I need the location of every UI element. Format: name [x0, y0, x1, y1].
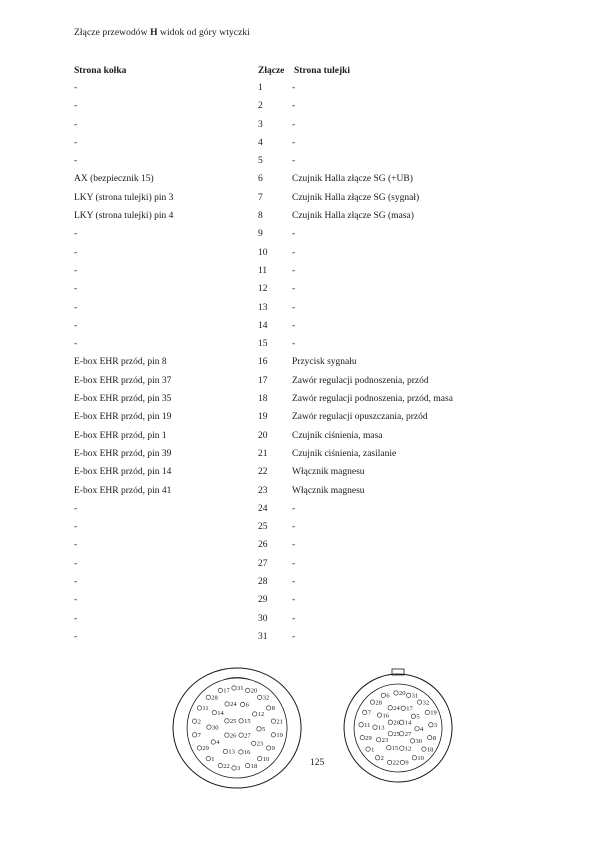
connector-pin-label: 17 [223, 687, 230, 695]
socket-side-cell: Włącznik magnesu [292, 485, 365, 496]
connector-number-cell: 22 [258, 467, 268, 478]
connector-number-cell: 8 [258, 211, 263, 222]
connector-pin [377, 713, 381, 717]
connector-pin [412, 756, 416, 760]
connector-number-cell: 28 [258, 577, 268, 588]
connector-pin [360, 735, 364, 739]
connector-pin [206, 695, 210, 699]
connector-number-cell: 4 [258, 137, 263, 148]
connector-pin [232, 766, 236, 770]
socket-side-cell: - [292, 613, 296, 624]
connector-pin-label: 3 [433, 722, 438, 729]
connector-pin-label: 2 [380, 755, 384, 762]
connector-pin-label: 10 [262, 755, 270, 763]
connector-number-cell: 20 [258, 430, 268, 441]
connector-pin-label: 11 [364, 722, 371, 729]
connector-pin-label: 28 [211, 694, 218, 702]
connector-pin-label: 29 [202, 745, 209, 753]
connector-pin [240, 702, 244, 706]
connector-pin [225, 719, 229, 723]
table-row [0, 174, 596, 192]
table-row [0, 504, 596, 522]
connector-pin-label: 8 [432, 734, 436, 742]
connector-pin-label: 14 [217, 709, 224, 717]
pin-side-cell: - [74, 613, 78, 624]
connector-pin-label: 32 [422, 699, 430, 707]
table-row [0, 339, 596, 357]
connector-pin-label: 9 [405, 759, 409, 767]
connector-pin [359, 723, 363, 727]
header-connector: Złącze [258, 66, 285, 76]
connector-pin [388, 732, 392, 736]
pin-side-cell: - [74, 558, 78, 569]
connector-pin-side-diagram [168, 664, 306, 792]
connector-pin [406, 693, 410, 697]
connector-pin-label: 5 [262, 726, 266, 734]
table-row [0, 540, 596, 558]
pin-side-cell: AX (bezpiecznik 15) [74, 174, 154, 185]
table-row [0, 138, 596, 156]
connector-pin [375, 756, 379, 760]
connector-pin-label: 7 [197, 732, 201, 740]
pin-side-cell: E-box EHR przód, pin 1 [74, 430, 167, 441]
connector-pin-label: 6 [386, 692, 390, 700]
connector-pin-label: 26 [229, 732, 237, 740]
connector-number-cell: 31 [258, 631, 268, 642]
connector-number-cell: 11 [258, 265, 268, 276]
connector-number-cell: 23 [258, 485, 268, 496]
connector-pin [394, 691, 398, 695]
socket-side-cell: Czujnik Halla złącze SG (masa) [292, 211, 414, 222]
table-row [0, 248, 596, 266]
connector-pin [271, 719, 275, 723]
connector-pin-label: 20 [399, 690, 406, 698]
socket-side-cell: - [292, 284, 296, 295]
connector-pin-label: 19 [430, 709, 437, 717]
connector-pin [225, 733, 229, 737]
connector-number-cell: 1 [258, 83, 263, 93]
connector-pin [246, 763, 250, 767]
pin-side-cell: - [74, 302, 78, 313]
pin-side-cell: - [74, 284, 78, 295]
pin-side-cell: LKY (strona tulejki) pin 3 [74, 192, 174, 203]
socket-side-cell: - [292, 540, 296, 551]
pin-side-cell: - [74, 83, 78, 93]
connector-pin-label: 4 [420, 725, 424, 733]
table-row [0, 83, 596, 101]
table-row [0, 431, 596, 449]
socket-side-cell: - [292, 302, 296, 313]
connector-pin-label: 11 [202, 705, 209, 713]
connector-pin [387, 760, 391, 764]
table-row [0, 266, 596, 284]
table-row [0, 211, 596, 229]
socket-side-cell: Włącznik magnesu [292, 467, 365, 478]
connector-pin-label: 26 [393, 719, 400, 727]
connector-pin-label: 24 [230, 701, 237, 709]
connector-number-cell: 17 [258, 375, 268, 386]
connector-number-cell: 29 [258, 595, 268, 606]
connector-pin [400, 746, 404, 750]
socket-side-cell: - [292, 101, 296, 112]
pin-side-cell: - [74, 595, 78, 606]
connector-pin-label: 21 [276, 718, 283, 726]
pin-side-cell: - [74, 339, 78, 350]
connector-pin-label: 23 [256, 740, 264, 748]
pin-side-cell: E-box EHR przód, pin 8 [74, 357, 167, 368]
connector-pin-label: 14 [404, 719, 412, 727]
pin-side-cell: - [74, 247, 78, 258]
pin-side-cell: - [74, 229, 78, 240]
connector-pin [370, 700, 374, 704]
pin-table [0, 83, 596, 650]
connector-pin-label: 30 [415, 738, 422, 746]
connector-pin [212, 710, 216, 714]
connector-number-cell: 5 [258, 156, 263, 167]
connector-pin [211, 740, 215, 744]
connector-pin-label: 19 [276, 732, 283, 740]
connector-pin-label: 27 [244, 732, 251, 740]
connector-number-cell: 15 [258, 339, 268, 350]
connector-pin [223, 749, 227, 753]
connector-pin-label: 22 [223, 762, 230, 770]
connector-number-cell: 25 [258, 522, 268, 533]
connector-number-cell: 12 [258, 284, 268, 295]
pin-side-cell: - [74, 320, 78, 331]
connector-pin [376, 738, 380, 742]
header-pin-side: Strona kołka [74, 66, 127, 76]
table-row [0, 577, 596, 595]
connector-pin [271, 733, 275, 737]
header-socket-side: Strona tulejki [294, 66, 351, 76]
connector-pin [381, 693, 385, 697]
connector-number-cell: 10 [258, 247, 268, 258]
connector-pin-label: 15 [244, 718, 251, 726]
connector-pin-label: 6 [245, 701, 249, 709]
connector-pin [415, 727, 419, 731]
connector-pin [258, 695, 262, 699]
connector-pin-label: 22 [392, 759, 400, 767]
connector-pin-label: 13 [228, 748, 235, 756]
connector-pin-label: 29 [365, 734, 372, 742]
connector-socket-side-diagram [334, 664, 462, 792]
pin-side-cell: - [74, 631, 78, 642]
table-row [0, 321, 596, 339]
socket-side-cell: - [292, 137, 296, 148]
connector-pin [253, 712, 257, 716]
connector-pin-label: 16 [243, 749, 251, 757]
connector-pin [257, 727, 261, 731]
connector-pin-label: 13 [378, 724, 385, 732]
pin-side-cell: E-box EHR przód, pin 19 [74, 412, 172, 423]
connector-pin [373, 725, 377, 729]
connector-pin-label: 18 [250, 762, 258, 770]
connector-number-cell: 7 [258, 192, 263, 203]
table-row [0, 394, 596, 412]
connector-number-cell: 14 [258, 320, 268, 331]
connector-pin [192, 733, 196, 737]
socket-side-cell: - [292, 577, 296, 588]
table-row [0, 486, 596, 504]
connector-pin [239, 733, 243, 737]
connector-pin-label: 1 [371, 746, 375, 754]
connector-pin [192, 719, 196, 723]
connector-pin-label: 24 [393, 705, 400, 712]
table-row [0, 614, 596, 632]
socket-side-cell: - [292, 522, 296, 533]
connector-pin-label: 25 [229, 718, 237, 726]
table-row [0, 156, 596, 174]
page-title [74, 28, 250, 38]
socket-side-cell: - [292, 247, 296, 258]
connector-number-cell: 6 [258, 174, 263, 185]
connector-pin [410, 739, 414, 743]
connector-pin-label: 27 [404, 730, 412, 738]
connector-number-cell: 19 [258, 412, 268, 423]
socket-side-cell: - [292, 229, 296, 240]
socket-side-cell: - [292, 595, 296, 606]
table-row [0, 522, 596, 540]
socket-side-cell: - [292, 83, 296, 93]
connector-pin [239, 719, 243, 723]
connector-pin-label: 31 [411, 692, 419, 700]
connector-pin [388, 706, 392, 710]
socket-side-cell: Czujnik Halla złącze SG (+UB) [292, 174, 413, 185]
connector-pin-label: 5 [416, 713, 420, 721]
connector-pin [206, 756, 210, 760]
connector-number-cell: 24 [258, 503, 268, 514]
pin-side-cell: - [74, 101, 78, 112]
table-row [0, 449, 596, 467]
table-row [0, 376, 596, 394]
connector-pin [363, 710, 367, 714]
table-row [0, 467, 596, 485]
connector-pin-label: 7 [367, 709, 371, 717]
connector-pin-label: 2 [197, 718, 201, 726]
connector-number-cell: 3 [258, 119, 263, 130]
socket-side-cell: - [292, 503, 296, 514]
connector-pin [429, 723, 433, 727]
connector-pin [239, 750, 243, 754]
table-row [0, 559, 596, 577]
pin-side-cell: LKY (strona tulejki) pin 4 [74, 211, 174, 222]
socket-side-cell: - [292, 631, 296, 642]
connector-number-cell: 30 [258, 613, 268, 624]
socket-side-cell: Zawór regulacji podnoszenia, przód, masa [292, 394, 453, 405]
connector-number-cell: 2 [258, 101, 263, 112]
table-row [0, 357, 596, 375]
pin-side-cell: E-box EHR przód, pin 14 [74, 467, 172, 478]
connector-number-cell: 18 [258, 394, 268, 405]
connector-pin-label: 23 [381, 736, 389, 744]
pin-side-cell: - [74, 577, 78, 588]
pin-side-cell: E-box EHR przód, pin 37 [74, 375, 172, 386]
pin-side-cell: - [74, 119, 78, 130]
connector-number-cell: 16 [258, 357, 268, 368]
connector-pin [266, 706, 270, 710]
table-row [0, 303, 596, 321]
connector-pin-label: 31 [237, 685, 244, 693]
connector-pin [400, 732, 404, 736]
socket-side-cell: - [292, 558, 296, 569]
title-bold: H [150, 28, 158, 38]
connector-pin [218, 688, 222, 692]
connector-pin-label: 15 [391, 744, 399, 752]
connector-pin [246, 688, 250, 692]
connector-pin [428, 735, 432, 739]
connector-number-cell: 13 [258, 302, 268, 313]
connector-pin [266, 746, 270, 750]
connector-pin-label: 30 [212, 724, 219, 732]
connector-pin [388, 720, 392, 724]
connector-number-cell: 9 [258, 229, 263, 240]
pin-side-cell: - [74, 156, 78, 167]
socket-side-cell: - [292, 339, 296, 350]
connector-pin [417, 700, 421, 704]
connector-pin [225, 702, 229, 706]
pin-side-cell: - [74, 522, 78, 533]
pin-side-cell: - [74, 137, 78, 148]
connector-pin-label: 1 [211, 755, 215, 763]
pin-side-cell: E-box EHR przód, pin 41 [74, 485, 172, 496]
table-row [0, 595, 596, 613]
connector-pin-label: 9 [271, 745, 275, 753]
connector-pin [197, 706, 201, 710]
connector-pin [207, 725, 211, 729]
connector-pin [400, 720, 404, 724]
connector-pin-label: 18 [426, 746, 434, 754]
socket-side-cell: Przycisk sygnału [292, 357, 357, 368]
connector-pin [232, 686, 236, 690]
connector-pin [401, 706, 405, 710]
pin-side-cell: E-box EHR przód, pin 39 [74, 448, 172, 459]
connector-pin-label: 32 [262, 694, 270, 702]
pin-side-cell: E-box EHR przód, pin 35 [74, 394, 172, 405]
connector-pin-label: 8 [271, 705, 275, 713]
connector-pin [422, 747, 426, 751]
connector-pin-label: 12 [404, 745, 412, 753]
page-number: 125 [310, 758, 325, 768]
socket-side-cell: - [292, 119, 296, 130]
connector-pin [387, 746, 391, 750]
table-row [0, 101, 596, 119]
connector-pin-label: 28 [375, 699, 382, 707]
connector-pin [218, 763, 222, 767]
connector-pin-label: 17 [406, 705, 413, 713]
pin-side-cell: - [74, 503, 78, 514]
socket-side-cell: Czujnik ciśnienia, zasilanie [292, 448, 397, 459]
socket-side-cell: Zawór regulacji opuszczania, przód [292, 412, 428, 423]
socket-side-cell: Czujnik Halla złącze SG (sygnał) [292, 192, 420, 203]
connector-pin [400, 760, 404, 764]
pin-side-cell: - [74, 540, 78, 551]
connector-pin-label: 25 [393, 730, 400, 738]
table-row [0, 412, 596, 430]
table-row [0, 632, 596, 650]
socket-side-cell: Zawór regulacji podnoszenia, przód [292, 375, 429, 386]
connector-pin-label: 12 [257, 711, 265, 719]
title-prefix: Złącze przewodów [74, 28, 151, 38]
socket-side-cell: - [292, 156, 296, 167]
table-row [0, 229, 596, 247]
connector-pin-label: 20 [250, 687, 258, 695]
socket-side-cell: - [292, 320, 296, 331]
connector-number-cell: 21 [258, 448, 268, 459]
socket-side-cell: - [292, 265, 296, 276]
connector-pin [411, 714, 415, 718]
connector-number-cell: 26 [258, 540, 268, 551]
table-row [0, 120, 596, 138]
connector-pin-label: 3 [237, 765, 241, 773]
connector-pin-label: 10 [417, 755, 424, 762]
connector-pin [366, 747, 370, 751]
table-row [0, 193, 596, 211]
connector-pin-label: 4 [216, 739, 220, 747]
connector-pin [258, 756, 262, 760]
table-row [0, 284, 596, 302]
socket-side-cell: Czujnik ciśnienia, masa [292, 430, 383, 441]
connector-number-cell: 27 [258, 558, 268, 569]
pin-side-cell: - [74, 265, 78, 276]
connector-pin [197, 746, 201, 750]
connector-pin-label: 16 [382, 712, 389, 720]
connector-pin [252, 741, 256, 745]
connector-pin [425, 710, 429, 714]
title-suffix: widok od góry wtyczki [157, 28, 251, 38]
